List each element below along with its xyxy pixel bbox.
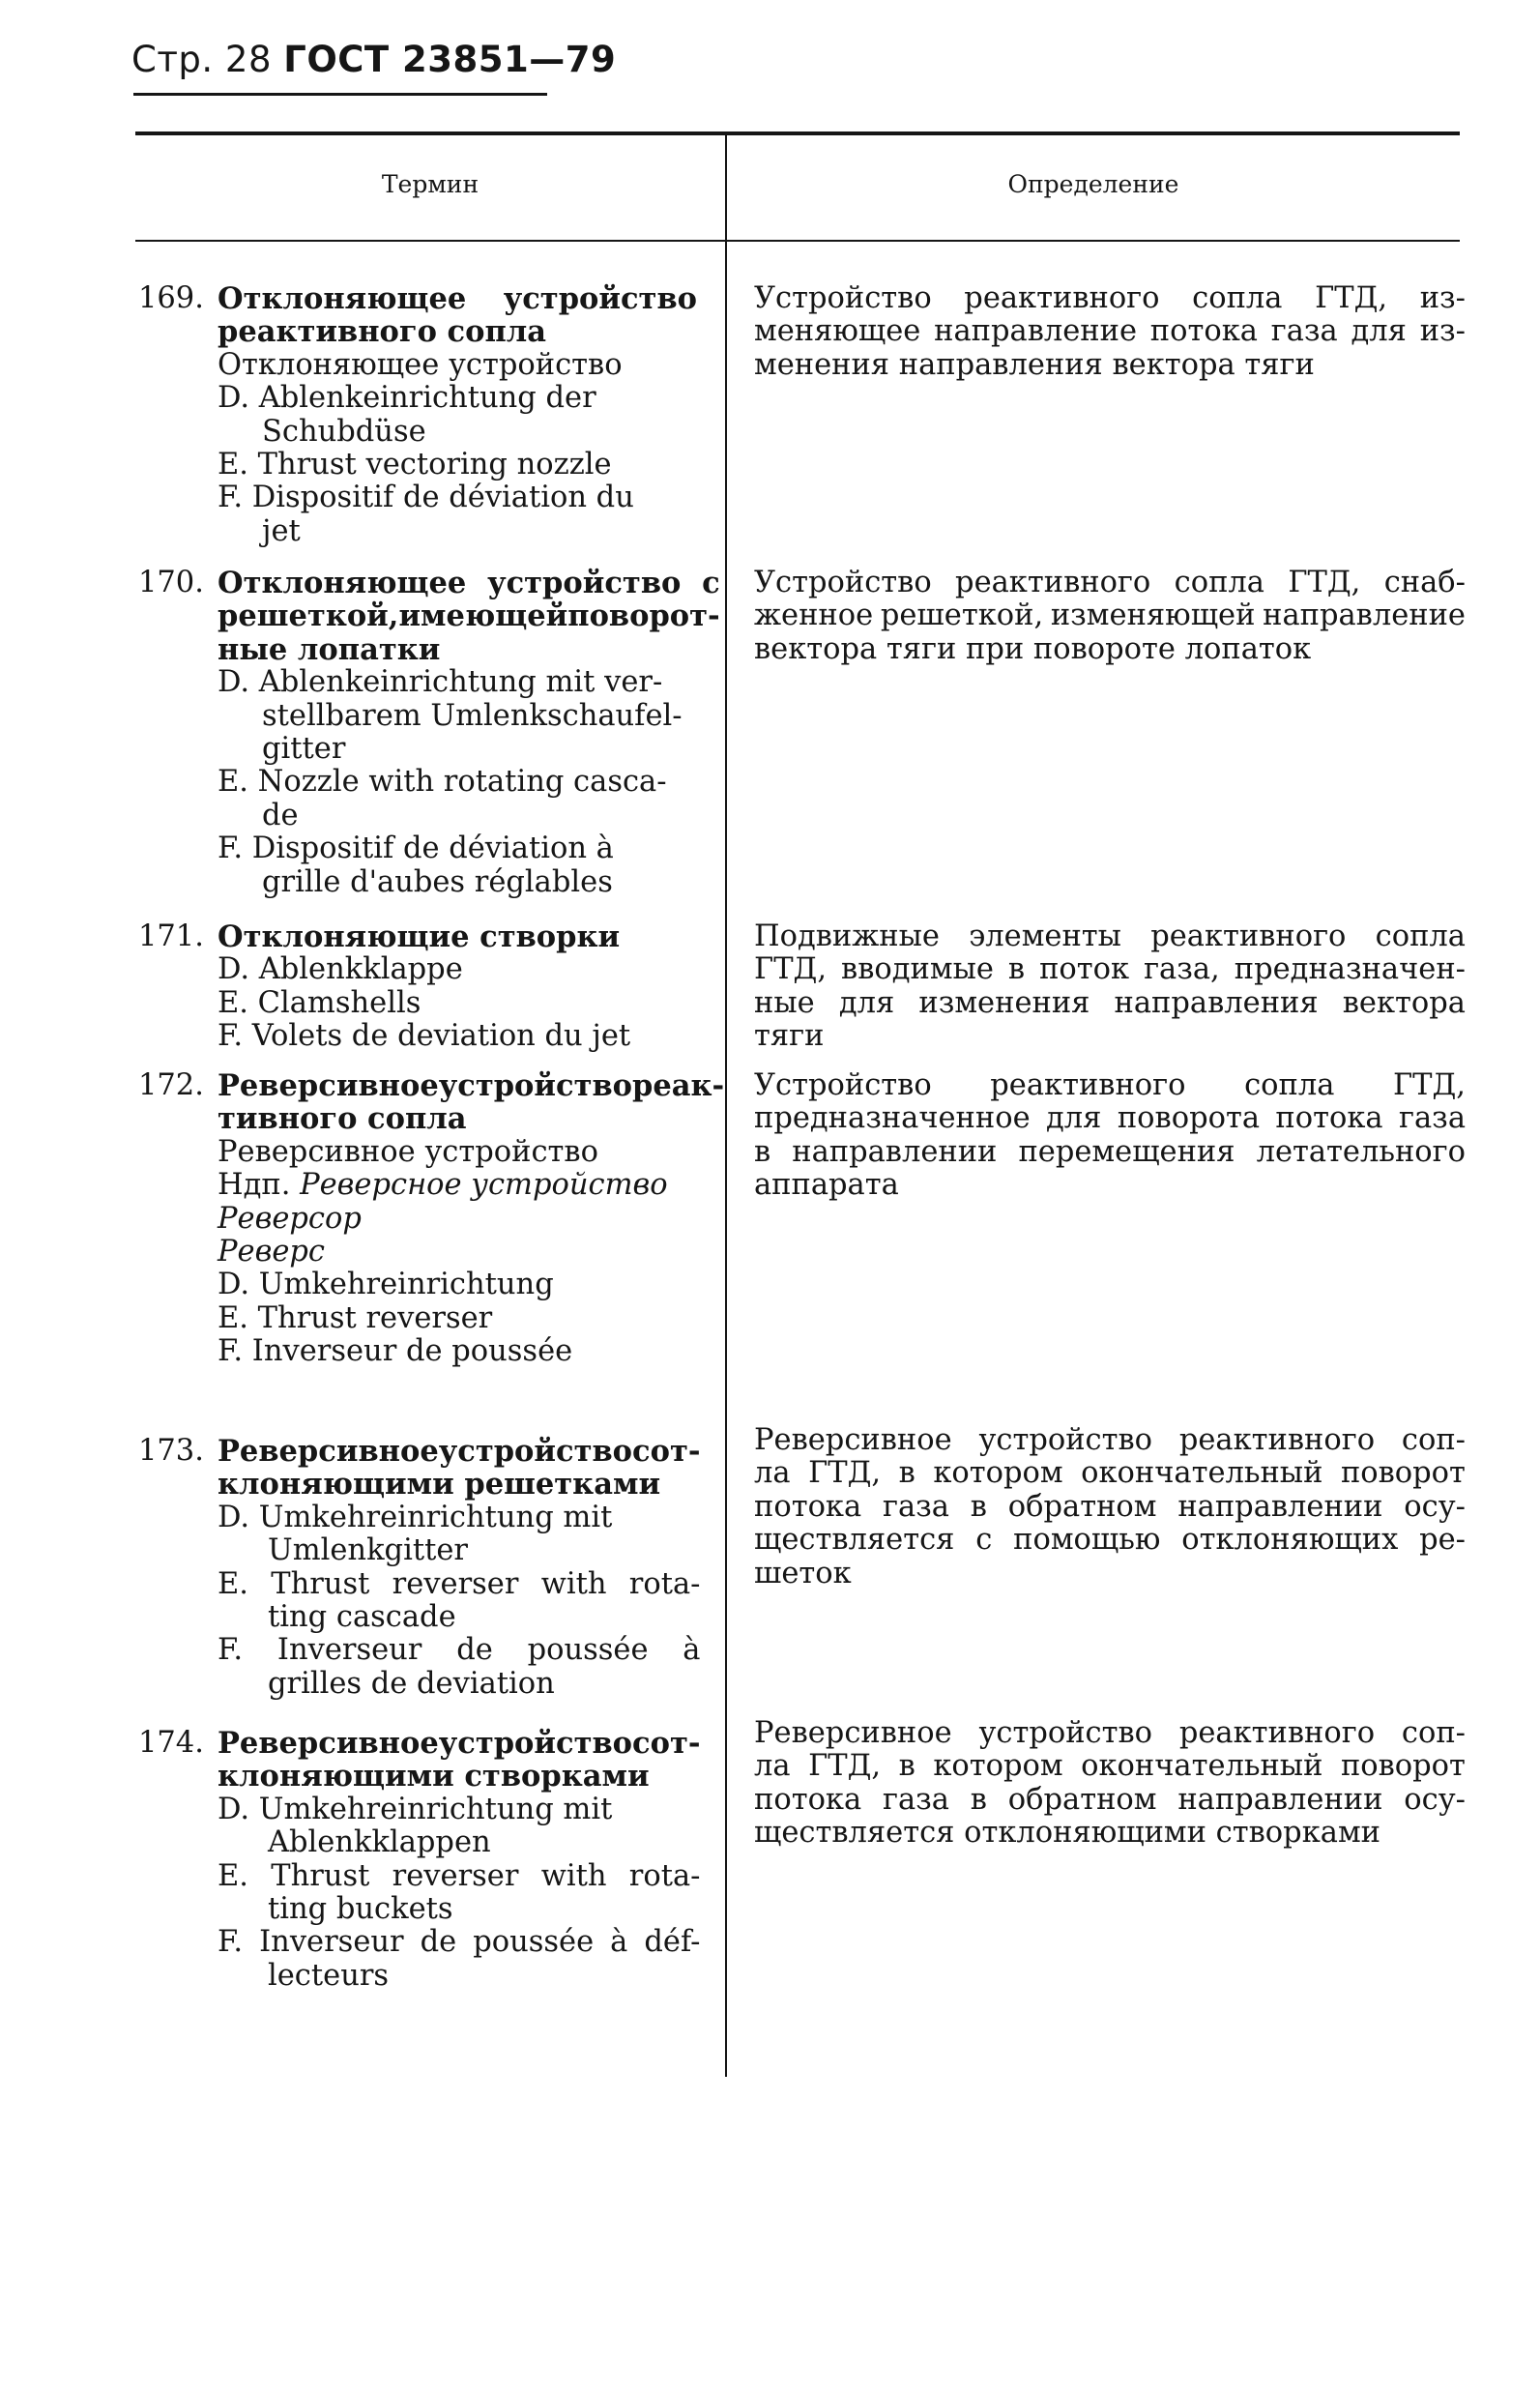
word: потока bbox=[1275, 1101, 1383, 1136]
word: для bbox=[838, 985, 895, 1020]
term-number: 171. bbox=[138, 919, 204, 953]
term-title-line: реактивного сопла bbox=[218, 314, 547, 350]
word: сопла bbox=[1375, 919, 1466, 953]
word: изменения bbox=[918, 985, 1090, 1020]
term-french-cont: grille d'aubes réglables bbox=[262, 864, 613, 899]
word: направлении bbox=[792, 1134, 998, 1169]
word: устройство bbox=[487, 566, 682, 600]
page-header bbox=[131, 39, 616, 80]
definition-line bbox=[754, 282, 1466, 315]
word: устройство bbox=[503, 281, 697, 316]
word: with bbox=[540, 1858, 607, 1893]
word: ре- bbox=[1419, 1523, 1466, 1558]
term-english: E. Thrust reverser bbox=[218, 1300, 493, 1335]
word: Thrust bbox=[271, 1566, 370, 1601]
term-french: F. Dispositif de déviation à bbox=[218, 831, 614, 866]
term-title-line bbox=[218, 1727, 701, 1760]
word: меняющее bbox=[754, 314, 921, 349]
word: газа bbox=[883, 1489, 949, 1524]
word: с bbox=[975, 1523, 993, 1558]
term-german-cont: Umlenkgitter bbox=[268, 1533, 468, 1568]
word: решеткой, bbox=[218, 598, 399, 634]
word: летательного bbox=[1256, 1134, 1466, 1169]
term-french: F. Inverseur de poussée bbox=[218, 1334, 573, 1369]
word: Устройство bbox=[754, 566, 932, 599]
word: poussée bbox=[473, 1925, 595, 1960]
word: Inverseur bbox=[276, 1633, 422, 1668]
word: обратном bbox=[1007, 1782, 1157, 1817]
definition-173 bbox=[754, 1424, 1466, 1590]
word: с bbox=[702, 566, 720, 600]
definition-line bbox=[754, 1524, 1466, 1557]
word: ГТД, bbox=[808, 1456, 882, 1491]
word: реактивного bbox=[955, 566, 1151, 599]
word: изменяющей bbox=[1050, 598, 1256, 633]
column-header-term: Термин bbox=[381, 170, 479, 198]
word: из- bbox=[1419, 281, 1466, 315]
word: осу- bbox=[1404, 1489, 1466, 1524]
word: в bbox=[754, 1134, 771, 1169]
word: потока bbox=[754, 1489, 862, 1524]
word: устройство bbox=[978, 1716, 1153, 1750]
word: устройство bbox=[978, 1423, 1153, 1457]
term-english bbox=[218, 1860, 701, 1893]
word: устройство bbox=[438, 1726, 633, 1761]
term-title-line: клоняющими решетками bbox=[218, 1467, 661, 1502]
word: для bbox=[1046, 1101, 1102, 1136]
definition-line bbox=[754, 1750, 1466, 1783]
word: решеткой, bbox=[880, 598, 1044, 633]
word: сопла bbox=[1192, 281, 1283, 315]
definition-171 bbox=[754, 920, 1466, 1054]
word: газа bbox=[1399, 1101, 1466, 1136]
word: предназначен- bbox=[1234, 952, 1466, 987]
word: Отклоняющее bbox=[218, 281, 467, 316]
term-title-line: тивного сопла bbox=[218, 1101, 467, 1137]
term-number: 172. bbox=[138, 1068, 204, 1102]
term-french bbox=[218, 1634, 701, 1667]
term-title-line bbox=[218, 599, 720, 632]
word: обратном bbox=[1007, 1489, 1157, 1524]
word: реактивного bbox=[1150, 919, 1347, 953]
word: из- bbox=[1419, 314, 1466, 349]
term-entry-173 bbox=[138, 1434, 701, 1701]
deprecated-term: Реверсное устройство bbox=[300, 1168, 668, 1203]
word: котором bbox=[933, 1456, 1063, 1491]
word: поворот bbox=[1340, 1456, 1466, 1491]
term-german-cont: gitter bbox=[262, 732, 346, 767]
term-deprecated-line bbox=[218, 1169, 724, 1202]
word: déf- bbox=[644, 1925, 701, 1960]
word: ществляется bbox=[754, 1523, 955, 1558]
term-english: E. Clamshells bbox=[218, 985, 421, 1020]
word: направления bbox=[1114, 985, 1319, 1020]
word: F. bbox=[218, 1925, 244, 1960]
word: окончательный bbox=[1081, 1749, 1323, 1784]
word: женное bbox=[754, 598, 874, 633]
definition-line bbox=[754, 1491, 1466, 1524]
definition-line bbox=[754, 315, 1466, 348]
word: вектора bbox=[1342, 985, 1466, 1020]
word: ГТД, bbox=[1315, 281, 1388, 315]
word: устройство bbox=[438, 1068, 633, 1103]
word: для bbox=[1351, 314, 1407, 349]
term-title-line: ные лопатки bbox=[218, 631, 441, 667]
word: поворота bbox=[1117, 1101, 1261, 1136]
word: ла bbox=[754, 1456, 791, 1491]
word: E. bbox=[218, 1566, 248, 1601]
term-english: E. Thrust vectoring nozzle bbox=[218, 448, 612, 482]
word: газа bbox=[883, 1782, 949, 1817]
word: поворот- bbox=[567, 598, 720, 634]
term-english bbox=[218, 1568, 701, 1601]
word: E. bbox=[218, 1858, 248, 1893]
word: сопла bbox=[1174, 566, 1264, 599]
definition-170 bbox=[754, 567, 1466, 666]
definition-169 bbox=[754, 282, 1466, 382]
definition-line bbox=[754, 920, 1466, 953]
word: снаб- bbox=[1383, 566, 1466, 599]
word: Реверсивное bbox=[754, 1423, 952, 1457]
term-synonym: Отклоняющее устройство bbox=[218, 347, 623, 382]
word: устройство bbox=[438, 1434, 633, 1469]
word: с bbox=[632, 1726, 651, 1761]
word: окончательный bbox=[1081, 1456, 1323, 1491]
definition-line bbox=[754, 1102, 1466, 1135]
definition-line bbox=[754, 1717, 1466, 1750]
word: rota- bbox=[628, 1566, 701, 1601]
word: реактивного bbox=[1178, 1423, 1376, 1457]
word: помощью bbox=[1013, 1523, 1161, 1558]
term-title-line bbox=[218, 1435, 701, 1468]
word: газа bbox=[1270, 314, 1338, 349]
word: F. bbox=[218, 1633, 244, 1668]
word: ГТД, bbox=[1392, 1068, 1466, 1102]
word: de bbox=[420, 1925, 457, 1960]
definition-line: шеток bbox=[754, 1556, 852, 1590]
term-french-cont: lecteurs bbox=[268, 1958, 390, 1993]
word: направление bbox=[1263, 598, 1466, 633]
term-entry-172 bbox=[138, 1068, 725, 1369]
word: ГТД, bbox=[808, 1749, 882, 1784]
column-divider bbox=[725, 133, 727, 2077]
standard-number: ГОСТ 23851—79 bbox=[283, 39, 617, 80]
word: Реверсивное bbox=[218, 1434, 439, 1469]
word: соп- bbox=[1401, 1716, 1466, 1750]
word: ГТД, bbox=[1288, 566, 1361, 599]
word: от- bbox=[650, 1726, 701, 1761]
word: реактивного bbox=[990, 1068, 1186, 1102]
definition-line bbox=[754, 1457, 1466, 1490]
term-german-cont: Schubdüse bbox=[262, 414, 426, 449]
word: poussée bbox=[527, 1633, 649, 1668]
term-title-line: Отклоняющие створки bbox=[218, 919, 621, 954]
word: поворот bbox=[1340, 1749, 1466, 1784]
term-french-cont: grilles de deviation bbox=[268, 1666, 555, 1701]
term-english-cont: ting buckets bbox=[268, 1892, 453, 1927]
term-german: D. Umkehreinrichtung mit bbox=[218, 1792, 613, 1826]
word: соп- bbox=[1401, 1423, 1466, 1457]
term-title-line: клоняющими створками bbox=[218, 1759, 650, 1794]
term-synonym: Реверсивное устройство bbox=[218, 1134, 598, 1169]
definition-line: вектора тяги при повороте лопаток bbox=[754, 631, 1312, 666]
definition-line bbox=[754, 1069, 1466, 1102]
term-english-cont: ting cascade bbox=[268, 1600, 456, 1635]
word: газа, bbox=[1144, 952, 1220, 987]
word: реактивного bbox=[964, 281, 1160, 315]
term-german: D. Ablenkeinrichtung der bbox=[218, 381, 596, 416]
word: with bbox=[540, 1566, 607, 1601]
term-title-line bbox=[218, 567, 720, 599]
definition-line bbox=[754, 953, 1466, 986]
term-german: D. Umkehreinrichtung bbox=[218, 1268, 554, 1302]
word: Inverseur bbox=[259, 1925, 404, 1960]
definition-line: менения направления вектора тяги bbox=[754, 347, 1315, 382]
term-entry-170 bbox=[138, 566, 720, 899]
word: направление bbox=[934, 314, 1137, 349]
term-title-line bbox=[218, 282, 697, 315]
deprecated-term: Реверс bbox=[218, 1235, 325, 1269]
term-french: F. Dispositif de déviation du bbox=[218, 481, 634, 515]
word: перемещения bbox=[1018, 1134, 1235, 1169]
term-german-cont: Ablenkklappen bbox=[268, 1825, 491, 1860]
word: в bbox=[970, 1782, 987, 1817]
term-german-cont: stellbarem Umlenkschaufel- bbox=[262, 698, 683, 733]
word: в bbox=[898, 1749, 915, 1784]
term-german: D. Umkehreinrichtung mit bbox=[218, 1500, 613, 1534]
word: вводимые bbox=[841, 952, 994, 987]
word: Реверсивное bbox=[218, 1068, 439, 1103]
term-french-cont: jet bbox=[262, 513, 301, 548]
term-english: E. Nozzle with rotating casca- bbox=[218, 765, 667, 800]
word: элементы bbox=[969, 919, 1121, 953]
page-number: Стр. 28 bbox=[131, 39, 272, 80]
word: à bbox=[683, 1633, 701, 1668]
deprecated-label: Ндп. bbox=[218, 1168, 291, 1203]
definition-line bbox=[754, 599, 1466, 632]
word: реактивного bbox=[1178, 1716, 1376, 1750]
word: Устройство bbox=[754, 281, 932, 315]
definition-line bbox=[754, 567, 1466, 599]
term-number: 170. bbox=[138, 566, 204, 599]
term-number: 169. bbox=[138, 281, 204, 315]
word: с bbox=[632, 1434, 651, 1469]
word: Отклоняющее bbox=[218, 566, 467, 600]
word: от- bbox=[650, 1434, 701, 1469]
table-top-rule bbox=[135, 131, 1460, 135]
term-title-line bbox=[218, 1069, 724, 1102]
word: отклоняющих bbox=[1181, 1523, 1399, 1558]
word: котором bbox=[933, 1749, 1063, 1784]
word: Реверсивное bbox=[218, 1726, 439, 1761]
word: реак- bbox=[632, 1068, 725, 1103]
word: Подвижные bbox=[754, 919, 940, 953]
definition-line bbox=[754, 1784, 1466, 1817]
word: имеющей bbox=[398, 598, 568, 634]
word: à bbox=[610, 1925, 628, 1960]
definition-line: ществляется отклоняющими створками bbox=[754, 1816, 1380, 1851]
word: Реверсивное bbox=[754, 1716, 952, 1750]
column-header-definition: Определение bbox=[1007, 170, 1179, 198]
term-entry-169 bbox=[138, 282, 697, 548]
term-number: 173. bbox=[138, 1434, 204, 1468]
header-underline bbox=[133, 93, 547, 96]
term-number: 174. bbox=[138, 1726, 204, 1760]
word: Устройство bbox=[754, 1068, 932, 1102]
word: поток bbox=[1039, 952, 1130, 987]
definition-line bbox=[754, 987, 1466, 1020]
word: в bbox=[970, 1489, 987, 1524]
word: rota- bbox=[628, 1858, 701, 1893]
word: в bbox=[898, 1456, 915, 1491]
word: направлении bbox=[1177, 1489, 1383, 1524]
term-english-cont: de bbox=[262, 798, 299, 832]
definition-line: тяги bbox=[754, 1019, 825, 1054]
word: ГТД, bbox=[754, 952, 828, 987]
term-entry-174 bbox=[138, 1726, 701, 1993]
word: de bbox=[456, 1633, 493, 1668]
word: потока bbox=[754, 1782, 862, 1817]
word: осу- bbox=[1404, 1782, 1466, 1817]
deprecated-term: Реверсор bbox=[218, 1201, 362, 1236]
definition-line bbox=[754, 1424, 1466, 1457]
definition-line bbox=[754, 1136, 1466, 1169]
word: reverser bbox=[392, 1566, 519, 1601]
term-german: D. Ablenkklappe bbox=[218, 952, 463, 987]
term-french: F. Volets de deviation du jet bbox=[218, 1019, 631, 1054]
word: предназначенное bbox=[754, 1101, 1031, 1136]
definition-174 bbox=[754, 1717, 1466, 1851]
term-german: D. Ablenkeinrichtung mit ver- bbox=[218, 665, 663, 700]
word: ла bbox=[754, 1749, 791, 1784]
word: reverser bbox=[392, 1858, 519, 1893]
word: сопла bbox=[1244, 1068, 1335, 1102]
definition-172 bbox=[754, 1069, 1466, 1203]
word: потока bbox=[1149, 314, 1258, 349]
table-head-rule bbox=[135, 240, 1460, 242]
word: направлении bbox=[1177, 1782, 1383, 1817]
term-french bbox=[218, 1926, 701, 1959]
word: Thrust bbox=[271, 1858, 370, 1893]
definition-line: аппарата bbox=[754, 1168, 899, 1203]
term-entry-171 bbox=[138, 920, 697, 1054]
word: в bbox=[1007, 952, 1026, 987]
word: ные bbox=[754, 985, 815, 1020]
